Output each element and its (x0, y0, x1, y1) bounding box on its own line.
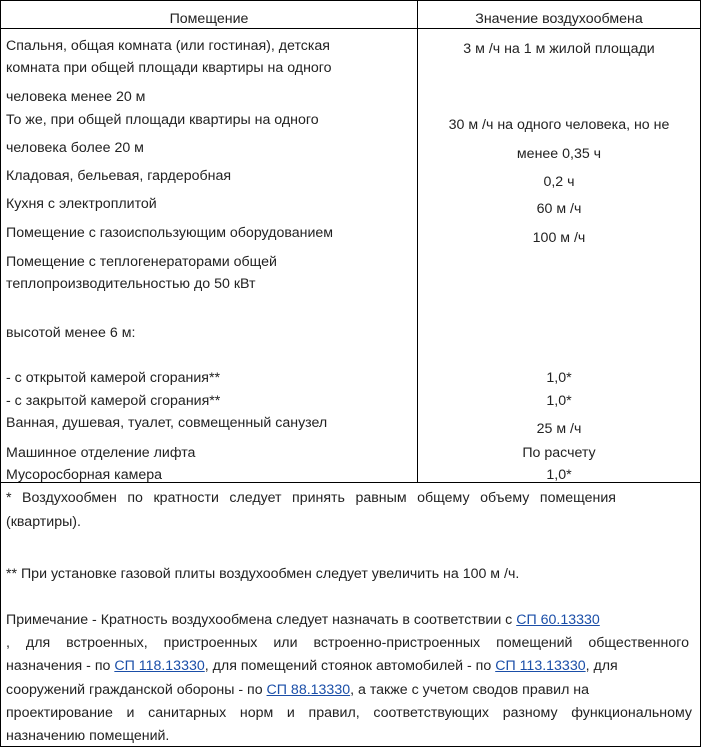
exchange-value: 1,0* (546, 393, 572, 409)
note-text: , а также с учетом сводов правил на (350, 682, 590, 698)
header-divider (1, 28, 700, 29)
note-text: Примечание - Кратность воздухообмена следует назначать в соответствии с (6, 612, 517, 628)
column-header-value: Значение воздухообмена (475, 11, 643, 27)
room-name: То же, при общей площади квартиры на одного (6, 112, 319, 128)
column-header-room: Помещение (169, 11, 249, 27)
room-name: человека более 20 м (6, 140, 144, 156)
note-line (6, 612, 694, 629)
link-sp-118-13330[interactable]: СП 118.13330 (114, 658, 205, 674)
room-name: комната при общей площади квартиры на одного (6, 60, 332, 76)
room-name: Машинное отделение лифта (6, 445, 196, 461)
link-sp-88-13330[interactable]: СП 88.13330 (266, 682, 351, 698)
exchange-value: 1,0* (546, 370, 572, 386)
footnote-1: * Воздухообмен по кратности следует принять равным общему объему помещения (6, 490, 616, 506)
room-name: Кладовая, бельевая, гардеробная (6, 168, 232, 184)
note-text: назначения - по (6, 658, 115, 674)
room-name: Помещение с теплогенераторами общей (6, 254, 277, 270)
room-name: - с открытой камерой сгорания** (6, 370, 220, 386)
note-text: , для помещений стоянок автомобилей - по (204, 658, 496, 674)
room-name: - с закрытой камерой сгорания** (6, 393, 221, 409)
exchange-value: 100 м /ч (532, 230, 586, 246)
room-name: человека менее 20 м (6, 89, 146, 105)
exchange-value: По расчету (522, 445, 596, 461)
exchange-value: 0,2 ч (543, 174, 575, 190)
note-text: , для (585, 658, 618, 674)
note-line: проектирование и санитарных норм и правил, соответствующих разному функциональному (6, 705, 692, 721)
room-name: Мусоросборная камера (6, 467, 163, 483)
room-name: Кухня с электроплитой (6, 196, 157, 212)
link-sp-60-13330[interactable]: СП 60.13330 (516, 612, 600, 628)
exchange-value: 25 м /ч (536, 421, 582, 437)
exchange-value: 60 м /ч (536, 201, 582, 217)
exchange-value: 3 м /ч на 1 м жилой площади (463, 41, 655, 57)
note-line: назначению помещений. (6, 728, 170, 744)
room-name: Помещение с газоиспользующим оборудованием (6, 225, 334, 241)
note-line (6, 682, 696, 699)
exchange-value: менее 0,35 ч (516, 146, 602, 162)
room-name: Ванная, душевая, туалет, совмещенный санузел (6, 415, 328, 431)
note-text: сооружений гражданской обороны - по (6, 682, 267, 698)
note-line: , для встроенных, пристроенных или встроенно-пристроенных помещений общественного (6, 635, 689, 651)
footnote-1-continued: (квартиры). (6, 514, 81, 530)
exchange-value: 30 м /ч на одного человека, но не (448, 117, 670, 133)
exchange-value: 1,0* (546, 467, 572, 483)
room-name: Спальня, общая комната (или гостиная), детская (6, 38, 330, 54)
footnote-2: ** При установке газовой плиты воздухообмен следует увеличить на 100 м /ч. (6, 566, 520, 582)
link-sp-113-13330[interactable]: СП 113.13330 (495, 658, 586, 674)
room-name: теплопроизводительностью до 50 кВт (6, 276, 256, 292)
note-line (6, 658, 696, 675)
room-name: высотой менее 6 м: (6, 325, 136, 341)
